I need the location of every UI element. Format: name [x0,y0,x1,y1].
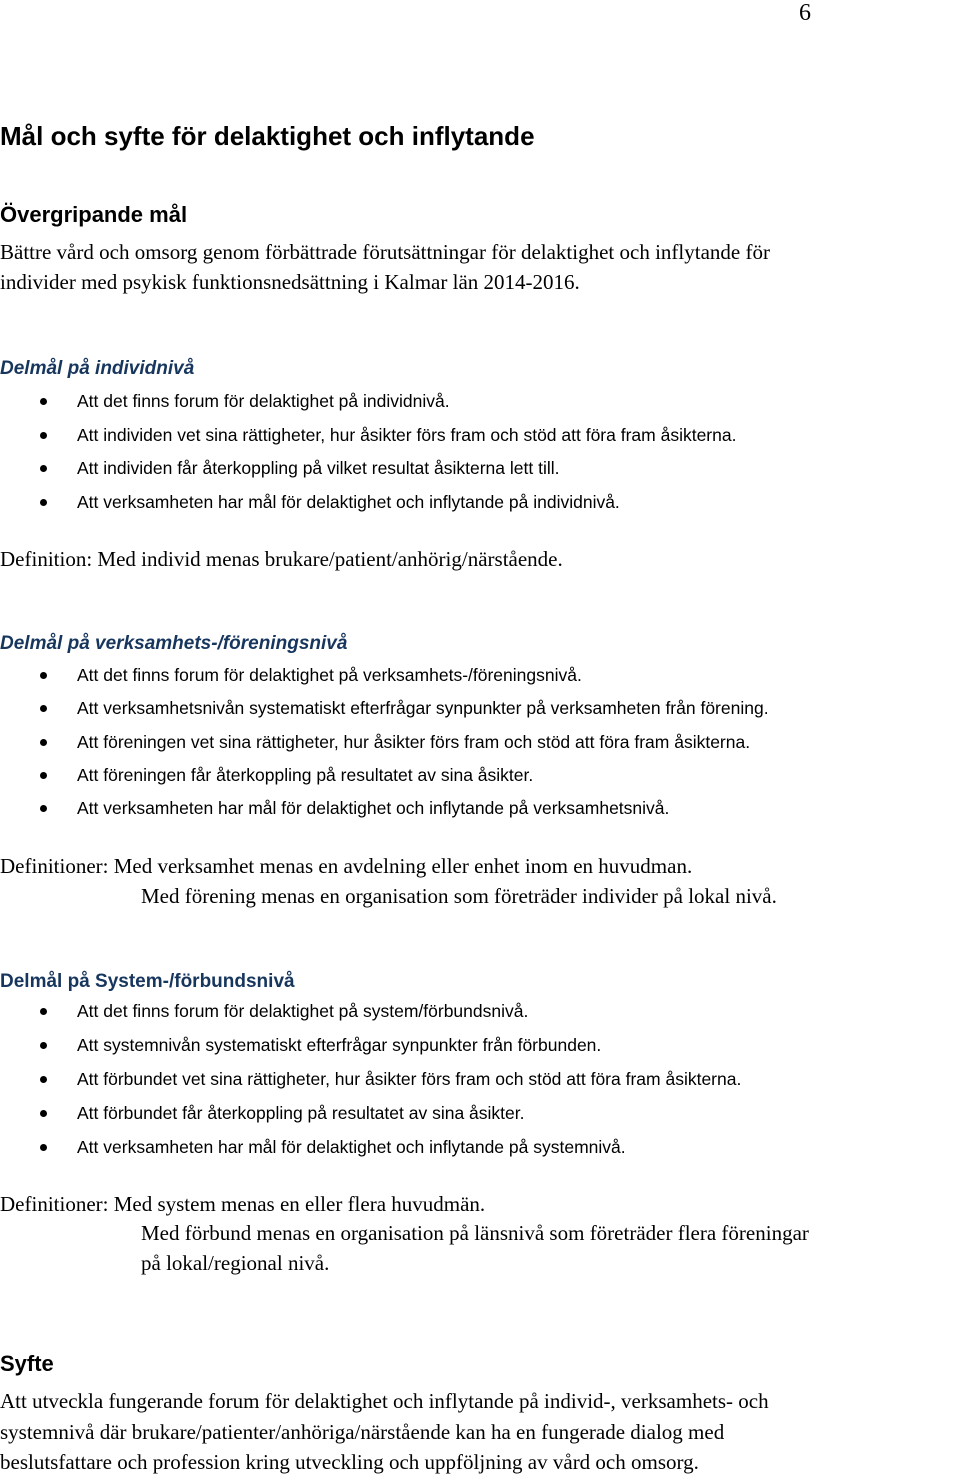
list-item: Att det finns forum för delaktighet på individnivå. [40,385,736,419]
purpose-line-2: systemnivå där brukare/patienter/anhöriga/närstående kan ha en fungerade dialog med [0,1420,725,1444]
individual-level-heading: Delmål på individnivå [0,358,195,379]
list-item: Att verksamheten har mål för delaktighet och inflytande på verksamhetsnivå. [40,792,769,825]
organisation-definition-line-1: Definitioner: Med verksamhet menas en avdelning eller enhet inom en huvudman. [0,854,693,878]
individual-goal-list [40,385,736,519]
purpose-line-3: beslutsfattare och profession kring utveckling och uppföljning av vård och omsorg. [0,1450,699,1474]
overall-goal-heading: Övergripande mål [0,202,188,227]
system-definition-line-2: Med förbund menas en organisation på länsnivå som företräder flera föreningar [141,1221,809,1245]
organisation-goal-list [40,659,769,825]
system-level-heading: Delmål på System-/förbundsnivå [0,971,295,992]
list-item: Att individen får återkoppling på vilket resultat åsikterna lett till. [40,452,736,486]
page-title: Mål och syfte för delaktighet och inflytande [0,121,535,151]
list-item: Att förbundet får återkoppling på resultatet av sina åsikter. [40,1097,741,1131]
list-item: Att verksamheten har mål för delaktighet och inflytande på individnivå. [40,486,736,520]
list-item: Att verksamhetsnivån systematiskt efterfrågar synpunkter på verksamheten från förening. [40,692,769,725]
organisation-level-heading: Delmål på verksamhets-/föreningsnivå [0,633,348,654]
list-item: Att verksamheten har mål för delaktighet och inflytande på systemnivå. [40,1131,741,1165]
system-goal-list [40,995,741,1165]
system-definition-line-3: på lokal/regional nivå. [141,1251,330,1275]
page-number: 6 [799,0,811,26]
list-item: Att det finns forum för delaktighet på system/förbundsnivå. [40,995,741,1029]
individual-definition: Definition: Med individ menas brukare/patient/anhörig/närstående. [0,547,563,571]
list-item: Att föreningen får återkoppling på resultatet av sina åsikter. [40,759,769,792]
system-definition-line-1: Definitioner: Med system menas en eller flera huvudmän. [0,1192,486,1216]
overall-goal-line-2: individer med psykisk funktionsnedsättning i Kalmar län 2014-2016. [0,270,580,294]
list-item: Att systemnivån systematiskt efterfrågar synpunkter från förbunden. [40,1029,741,1063]
list-item: Att det finns forum för delaktighet på verksamhets-/föreningsnivå. [40,659,769,692]
list-item: Att individen vet sina rättigheter, hur åsikter förs fram och stöd att föra fram åsikterna. [40,419,736,453]
organisation-definition-line-2: Med förening menas en organisation som företräder individer på lokal nivå. [141,884,777,908]
list-item: Att föreningen vet sina rättigheter, hur åsikter förs fram och stöd att föra fram åsikterna. [40,726,769,759]
list-item: Att förbundet vet sina rättigheter, hur åsikter förs fram och stöd att föra fram åsikterna. [40,1063,741,1097]
purpose-heading: Syfte [0,1351,54,1376]
purpose-line-1: Att utveckla fungerande forum för delaktighet och inflytande på individ-, verksamhets- och [0,1389,769,1413]
overall-goal-line-1: Bättre vård och omsorg genom förbättrade förutsättningar för delaktighet och inflytande för [0,240,770,264]
